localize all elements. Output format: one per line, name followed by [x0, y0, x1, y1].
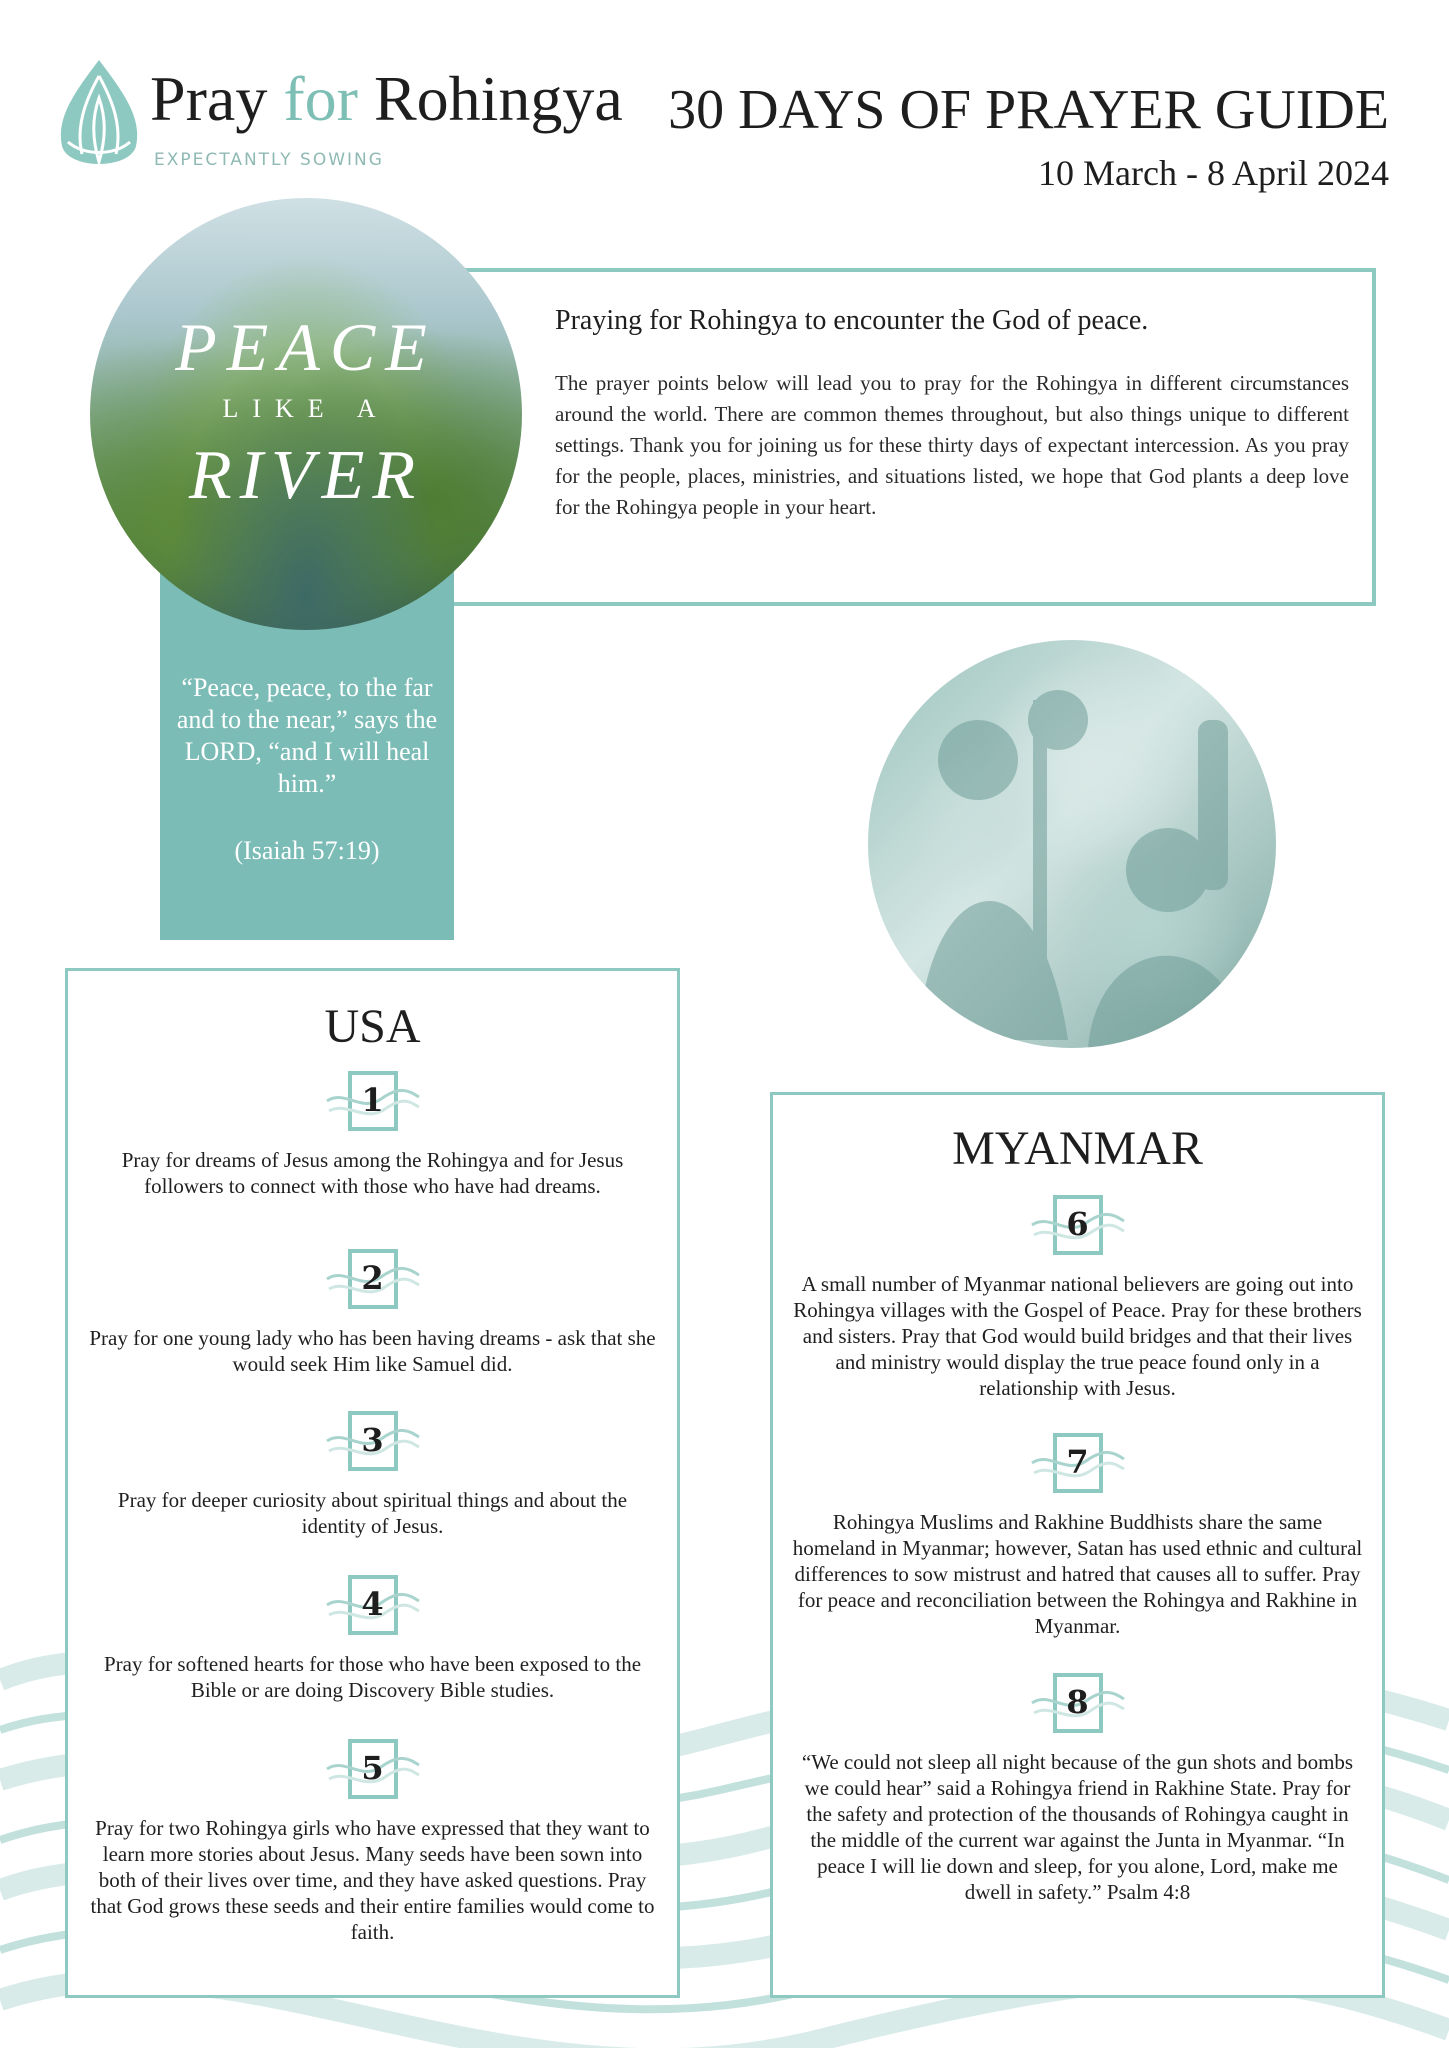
guide-title: 30 DAYS OF PRAYER GUIDE — [668, 79, 1389, 141]
prayer-number: 1 — [361, 1081, 384, 1119]
section-title-usa: USA — [324, 1000, 421, 1053]
prayer-number: 3 — [361, 1421, 384, 1459]
intro-paragraph: The prayer points below will lead you to pray for the Rohingya in different circumstances around the world. There are common themes throughout, but also things unique to different settings. Thank you for joining us for these thirty days of expectant intercession. As you pray for the people, places, ministries, and situations listed, we hope that God plants a deep love for the Rohingya people in your heart. — [555, 371, 1349, 519]
prayer-number: 6 — [1066, 1205, 1089, 1243]
brand-word-for: for — [283, 63, 358, 134]
rohingya-people-photo — [868, 640, 1276, 1048]
prayer-text: Pray for softened hearts for those who have been exposed to the Bible or are doing Discovery Bible studies. — [103, 1652, 642, 1702]
guide-dates: 10 March - 8 April 2024 — [1038, 153, 1389, 193]
photo-figures — [868, 640, 1276, 1048]
prayer-item-8 — [773, 1673, 1382, 1905]
brand-tagline: EXPECTANTLY SOWING — [154, 150, 384, 170]
prayer-text: A small number of Myanmar national believers are going out into Rohingya villages with the Gospel of Peace. Pray for these brothers and sisters. Pray that God would build bridges and that their lives and ministry would display the true peace found only in a relationship with Jesus. — [793, 1272, 1362, 1400]
myanmar-prayer-panel — [770, 1092, 1385, 1998]
prayer-text: Pray for dreams of Jesus among the Rohingya and for Jesus followers to connect with those who have had dreams. — [121, 1148, 624, 1198]
prayer-item-3 — [68, 1411, 677, 1539]
scripture-reference: (Isaiah 57:19) — [234, 836, 380, 865]
intro-heading: Praying for Rohingya to encounter the God of peace. — [555, 305, 1149, 336]
prayer-number: 7 — [1066, 1443, 1089, 1481]
prayer-item-6 — [773, 1195, 1382, 1401]
prayer-number: 4 — [361, 1585, 384, 1623]
brand-name — [150, 62, 623, 136]
scripture-quote: “Peace, peace, to the far and to the near,” says the LORD, “and I will heal him.” — [176, 673, 438, 798]
image-word-river: RIVER — [188, 437, 424, 514]
prayer-number: 5 — [361, 1749, 384, 1787]
prayer-text: Pray for two Rohingya girls who have expressed that they want to learn more stories about Jesus. Many seeds have been sown into both of their lives over time, and they have asked questions. Pray that God grows these seeds and their entire families would come to faith. — [90, 1816, 655, 1944]
brand-word-pray: Pray — [150, 63, 284, 134]
prayer-item-2 — [68, 1249, 677, 1377]
prayer-number: 8 — [1066, 1683, 1089, 1721]
leaf-logo-icon — [54, 58, 144, 178]
prayer-text: Pray for deeper curiosity about spiritual things and about the identity of Jesus. — [117, 1488, 628, 1538]
prayer-text: Rohingya Muslims and Rakhine Buddhists share the same homeland in Myanmar; however, Satan has used ethnic and cultural differences to sow mistrust and hatred that causes all to suffer. Pray for peace and reconciliation between the Rohingya and Rakhine in Myanmar. — [792, 1510, 1363, 1638]
brand-word-rohingya: Rohingya — [357, 63, 623, 134]
prayer-item-5 — [68, 1739, 677, 1945]
image-word-like-a: LIKE A — [222, 394, 390, 423]
prayer-item-1 — [68, 1071, 677, 1199]
prayer-text: “We could not sleep all night because of the gun shots and bombs we could hear” said a Rohingya friend in Rakhine State. Pray for the safety and protection of the thousands of Rohingya caught in the middle of the current war against the Junta in Myanmar. “In peace I will lie down and sleep, for you alone, Lord, make me dwell in safety.” Psalm 4:8 — [801, 1750, 1354, 1904]
prayer-item-4 — [68, 1575, 677, 1703]
prayer-text: Pray for one young lady who has been having dreams - ask that she would seek Him like Samuel did. — [89, 1326, 656, 1376]
prayer-number: 2 — [361, 1259, 384, 1297]
section-title-myanmar: MYANMAR — [952, 1122, 1203, 1175]
prayer-item-7 — [773, 1433, 1382, 1639]
usa-prayer-panel — [65, 968, 680, 1998]
peace-like-a-river-image — [90, 198, 522, 630]
image-word-peace: PEACE — [175, 309, 437, 385]
